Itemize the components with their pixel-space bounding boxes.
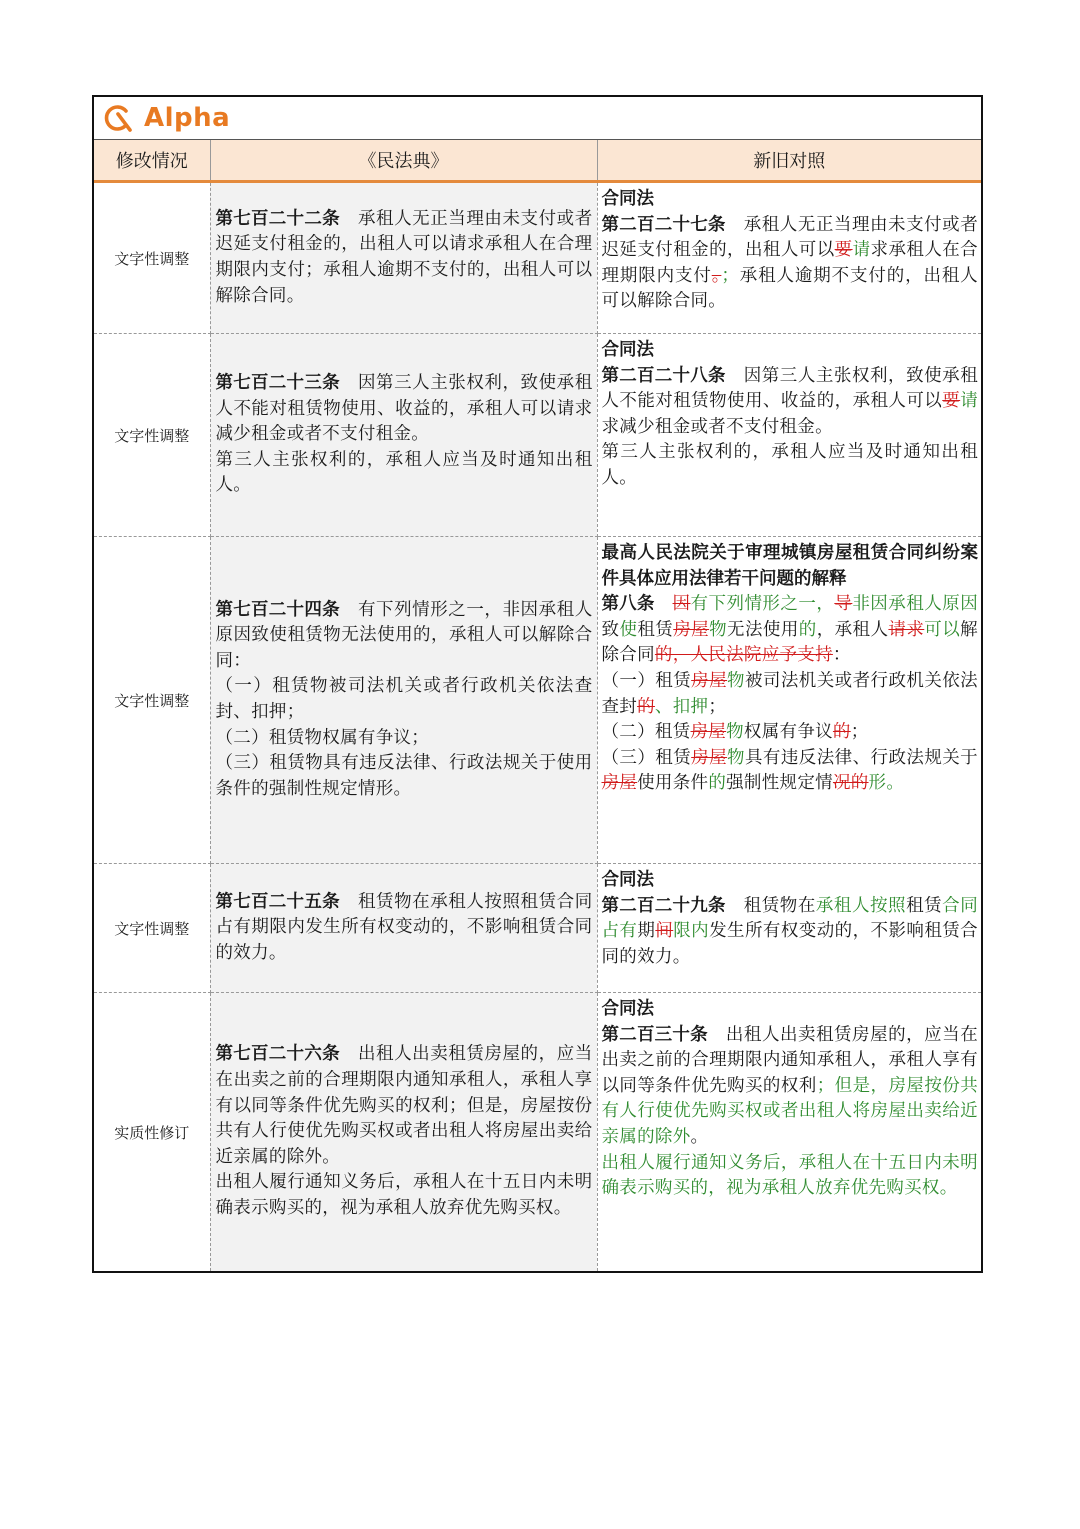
added-text: ；但是，房屋按份共有人行使优先购买权或者出租人将房屋出卖给近亲属的除外: [601, 1075, 978, 1147]
civil-paragraph: [216, 448, 593, 499]
deleted-text: 的: [637, 696, 655, 717]
header-comparison: 新旧对照: [597, 140, 981, 182]
table-row: [94, 334, 981, 537]
unchanged-text: 解除合同: [601, 619, 978, 666]
unchanged-text: 期: [637, 921, 656, 942]
added-text: 使: [619, 619, 638, 640]
change-status: 文字性调整: [94, 864, 210, 993]
unchanged-text: 具有违反法律、行政法规关于: [744, 747, 978, 768]
civil-paragraph: [216, 207, 593, 309]
paragraph-text: 出租人出卖租赁房屋的，应当在出卖之前的合理期限内通知承租人，承租人享有以同等条件优先购买的权利；但是，房屋按份共有人行使优先购买权或者出租人将房屋出卖给近亲属的除外。: [215, 1044, 593, 1167]
unchanged-text: 使用条件: [637, 773, 709, 794]
old-law-paragraph: [602, 720, 979, 746]
deleted-text: 的，人民法院应予支持: [654, 645, 833, 666]
logo-bar: [94, 97, 981, 140]
deleted-text: 要: [942, 391, 961, 412]
deleted-text: 导: [834, 594, 853, 615]
civil-paragraph: [216, 726, 593, 752]
civil-paragraph: [216, 890, 593, 967]
civil-paragraph: [216, 1042, 593, 1170]
civil-code-cell: [210, 537, 597, 864]
unchanged-text: 租赁: [637, 619, 674, 640]
old-law-paragraph: [602, 1023, 979, 1151]
added-text: 物: [709, 619, 728, 640]
unchanged-text: 权属有争议: [743, 722, 833, 743]
header-civil-code: 《民法典》: [210, 140, 597, 182]
deleted-text: 的: [832, 722, 851, 743]
unchanged-text: 承租人逾期不支付的，出租人可以解除合同。: [601, 265, 978, 312]
paragraph-text: （一）租赁物被司法机关或者行政机关依法查封、扣押；: [215, 676, 593, 722]
article-number: 第七百二十五条: [215, 891, 340, 912]
paragraph-text: 有下列情形之一，非因承租人原因致使租赁物无法使用的，承租人可以解除合同：: [215, 599, 593, 671]
old-law-paragraph: [602, 213, 979, 315]
old-law-source: 合同法: [601, 999, 654, 1019]
unchanged-text: （一）租赁: [601, 670, 692, 691]
civil-paragraph: [216, 751, 593, 802]
old-law-source: 合同法: [601, 189, 654, 209]
added-text: 可以: [924, 619, 961, 640]
article-number: 第二百二十九条: [601, 895, 726, 916]
added-text: 物: [726, 722, 744, 743]
civil-code-cell: [210, 182, 597, 334]
unchanged-text: 求承租人在合理期限内支付: [601, 240, 978, 286]
added-text: 的: [708, 773, 727, 794]
unchanged-text: 租赁物在: [743, 895, 816, 916]
old-law-source: 合同法: [601, 870, 654, 890]
added-text: 形。: [868, 773, 905, 794]
unchanged-text: 出租人出卖租赁房屋的，应当在出卖之前的合理期限内通知承租人，承租人享有以同等条件优先购买的权利: [601, 1024, 979, 1096]
table-row: [94, 537, 981, 864]
old-law-source: 合同法: [601, 340, 654, 360]
added-text: 有下列情形之一，: [690, 594, 835, 615]
article-number: 第二百二十七条: [601, 214, 726, 235]
header-row: [94, 140, 981, 182]
brand-name: Alpha: [144, 103, 231, 133]
table-row: [94, 993, 981, 1272]
unchanged-text: （三）租赁: [601, 747, 692, 768]
unchanged-text: 无法使用: [727, 619, 799, 640]
unchanged-text: 强制性规定情: [726, 773, 833, 794]
added-text: 非因承租人原因: [852, 594, 978, 615]
paragraph-text: 第三人主张权利的，承租人应当及时通知出租人。: [215, 449, 593, 496]
deleted-text: 因: [672, 594, 691, 615]
added-text: 请: [960, 391, 978, 412]
deleted-text: 况的: [832, 773, 869, 794]
deleted-text: 要: [834, 240, 853, 261]
added-text: 的: [798, 619, 817, 640]
unchanged-text: 第三人主张权利的，承租人应当及时通知出租人。: [601, 442, 978, 488]
paragraph-text: 承租人无正当理由未支付或者迟延支付租金的，出租人可以请求承租人在合理期限内支付；承租人逾期不支付的，出租人可以解除合同。: [215, 208, 593, 306]
unchanged-text: ：: [832, 645, 851, 666]
added-text: 出租人履行通知义务后，承租人在十五日内未明确表示购买的，视为承租人放弃优先购买权。: [601, 1152, 978, 1199]
old-law-paragraph: [602, 440, 979, 491]
unchanged-text: 致: [601, 619, 620, 640]
civil-paragraph: [216, 371, 593, 448]
added-text: 限内: [673, 921, 710, 942]
old-law-paragraph: [602, 669, 979, 720]
article-number: 第七百二十二条: [215, 208, 340, 229]
article-number: 第二百二十八条: [601, 365, 726, 386]
added-text: 请: [852, 240, 871, 261]
change-status: 实质性修订: [94, 993, 210, 1272]
table-row: [94, 864, 981, 993]
old-law-paragraph: [602, 746, 979, 797]
added-text: 承租人按照: [815, 895, 907, 916]
deleted-text: 房屋: [690, 722, 727, 743]
unchanged-text: 。: [690, 1126, 709, 1147]
paragraph-text: 出租人履行通知义务后，承租人在十五日内未明确表示购买的，视为承租人放弃优先购买权。: [215, 1172, 593, 1218]
old-law-paragraph: [602, 894, 979, 971]
civil-code-cell: [210, 993, 597, 1272]
article-number: 第七百二十四条: [215, 599, 340, 620]
unchanged-text: 租赁: [906, 895, 943, 916]
added-text: 、扣押: [654, 696, 709, 717]
deleted-text: 。: [711, 265, 722, 286]
old-law-cell: [597, 182, 981, 334]
change-status: 文字性调整: [94, 334, 210, 537]
unchanged-text: 因第三人主张权利，致使承租人不能对租赁物使用、收益的，承租人可以: [601, 365, 979, 412]
change-status: 文字性调整: [94, 537, 210, 864]
unchanged-text: 发生所有权变动的，不影响租赁合同的效力。: [601, 921, 978, 967]
unchanged-text: ，承租人: [816, 619, 889, 640]
old-law-cell: [597, 993, 981, 1272]
old-law-source: 最高人民法院关于审理城镇房屋租赁合同纠纷案件具体应用法律若干问题的解释: [601, 543, 978, 589]
deleted-text: 房屋: [691, 747, 728, 768]
civil-code-cell: [210, 334, 597, 537]
deleted-text: 房屋: [691, 670, 728, 691]
deleted-text: 房屋: [673, 619, 710, 640]
paragraph-text: 因第三人主张权利，致使承租人不能对租赁物使用、收益的，承租人可以请求减少租金或者不支付租金。: [215, 373, 593, 445]
civil-paragraph: [216, 674, 593, 725]
paragraph-text: 租赁物在承租人按照租赁合同占有期限内发生所有权变动的，不影响租赁合同的效力。: [215, 891, 593, 963]
deleted-text: 请求: [888, 619, 925, 640]
alpha-logo-icon: [102, 103, 132, 133]
table-row: [94, 182, 981, 334]
unchanged-text: ；: [850, 722, 869, 743]
change-status: 文字性调整: [94, 182, 210, 334]
article-number: 第七百二十六条: [215, 1044, 340, 1065]
comparison-document: [92, 95, 983, 1273]
unchanged-text: （二）租赁: [601, 722, 691, 743]
unchanged-text: ；: [708, 696, 727, 717]
old-law-paragraph: [602, 364, 979, 441]
added-text: 合同占有: [601, 895, 978, 942]
old-law-paragraph: [602, 1151, 979, 1202]
old-law-cell: [597, 334, 981, 537]
unchanged-text: 承租人无正当理由未支付或者迟延支付租金的，出租人可以: [601, 214, 979, 261]
deleted-text: 房屋: [601, 773, 638, 794]
article-number: 第二百三十条: [601, 1024, 708, 1045]
deleted-text: 间: [655, 921, 674, 942]
civil-paragraph: [216, 1170, 593, 1221]
added-text: 物: [727, 747, 745, 768]
added-text: 物: [727, 670, 745, 691]
civil-code-cell: [210, 864, 597, 993]
paragraph-text: （三）租赁物具有违反法律、行政法规关于使用条件的强制性规定情形。: [215, 753, 593, 799]
old-law-paragraph: [602, 592, 979, 669]
old-law-cell: [597, 864, 981, 993]
article-number: 第七百二十三条: [215, 373, 340, 394]
unchanged-text: 求减少租金或者不支付租金。: [601, 416, 833, 437]
old-law-cell: [597, 537, 981, 864]
paragraph-text: （二）租赁物权属有争议；: [215, 727, 430, 748]
article-number: 第八条: [601, 594, 655, 615]
comparison-table: [94, 140, 981, 1271]
unchanged-text: 被司法机关或者行政机关依法查封: [601, 670, 978, 717]
added-text: ；: [721, 265, 740, 286]
civil-paragraph: [216, 598, 593, 675]
header-status: 修改情况: [94, 140, 210, 182]
